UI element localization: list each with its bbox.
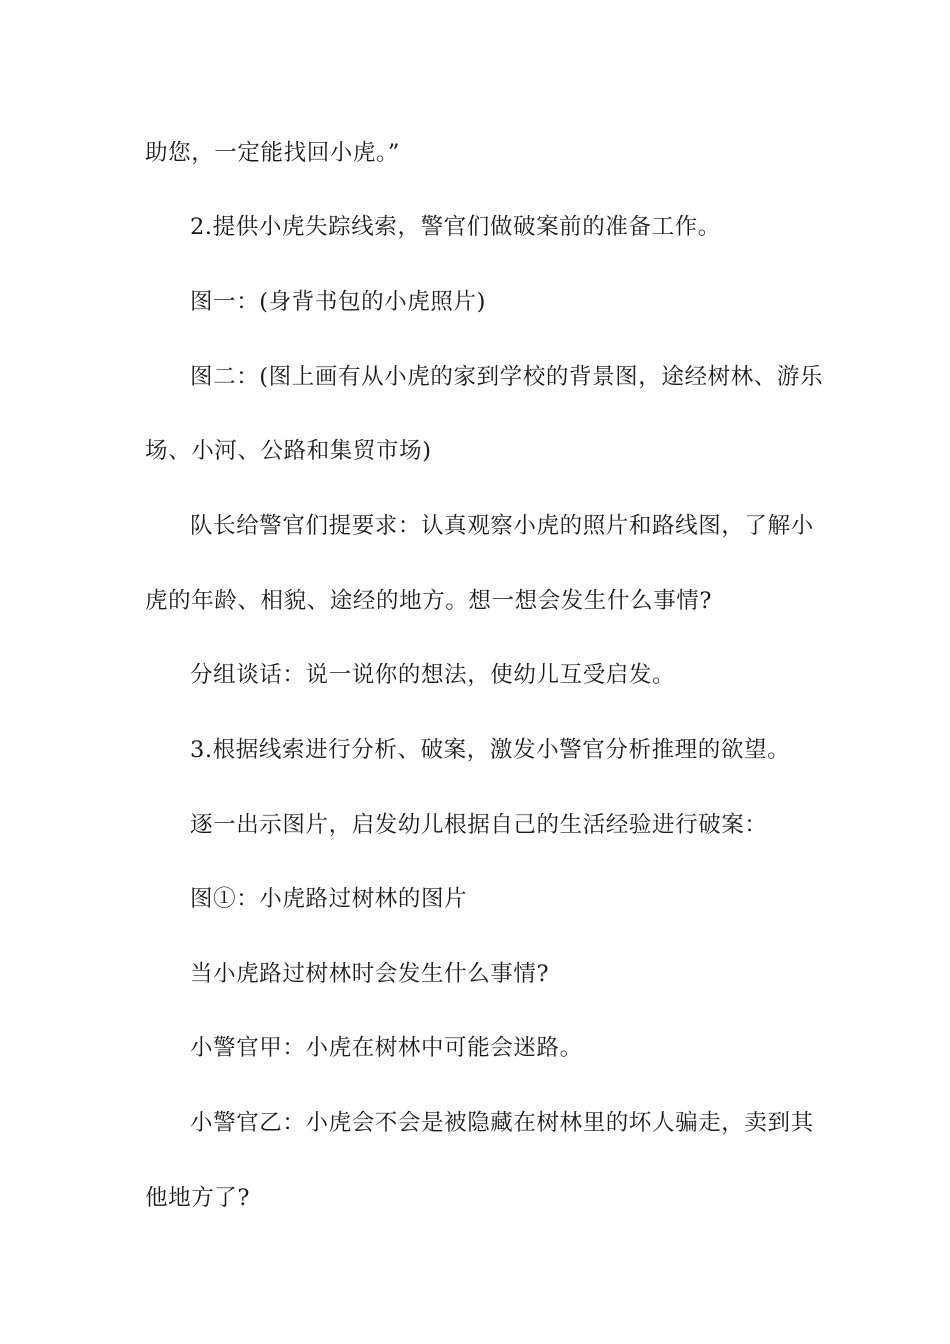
text-line-3: 图一：(身背书包的小虎照片)	[190, 289, 486, 315]
text-line-2: 2.提供小虎失踪线索，警官们做破案前的准备工作。	[190, 214, 721, 240]
text-line-4: 图二：(图上画有从小虎的家到学校的背景图，途经树林、游乐	[190, 364, 824, 390]
text-line-12: 当小虎路过树林时会发生什么事情?	[190, 961, 550, 987]
text-line-14: 小警官乙：小虎会不会是被隐藏在树林里的坏人骗走，卖到其	[190, 1110, 814, 1136]
text-line-9: 3.根据线索进行分析、破案，激发小警官分析推理的欲望。	[190, 737, 791, 763]
text-line-8: 分组谈话：说一说你的想法，使幼儿互受启发。	[190, 662, 676, 688]
text-line-13: 小警官甲：小虎在树林中可能会迷路。	[190, 1035, 583, 1061]
text-line-11: 图①：小虎路过树林的图片	[190, 886, 468, 912]
text-line-15: 他地方了?	[145, 1185, 251, 1211]
text-line-5: 场、小河、公路和集贸市场)	[145, 438, 432, 464]
text-line-10: 逐一出示图片，启发幼儿根据自己的生活经验进行破案：	[190, 812, 768, 838]
text-line-6: 队长给警官们提要求：认真观察小虎的照片和路线图，了解小	[190, 513, 814, 539]
text-line-7: 虎的年龄、相貌、途经的地方。想一想会发生什么事情?	[145, 588, 713, 614]
text-line-1: 助您，一定能找回小虎。”	[145, 140, 400, 166]
